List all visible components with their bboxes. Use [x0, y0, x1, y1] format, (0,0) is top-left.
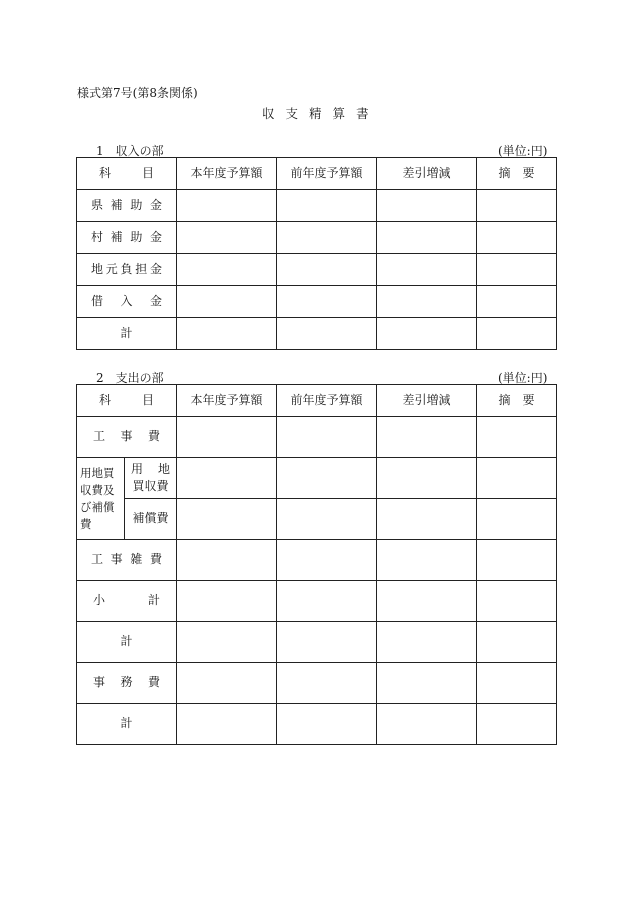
- table-row: [77, 540, 557, 581]
- table-row: [77, 318, 557, 350]
- row-label-construction-misc: 工 事 雑 費: [77, 540, 177, 581]
- cell-remarks[interactable]: [477, 254, 557, 286]
- cell-remarks[interactable]: [477, 458, 557, 499]
- cell-current[interactable]: [177, 254, 277, 286]
- header-remarks: 摘 要: [477, 158, 557, 190]
- cell-remarks[interactable]: [477, 222, 557, 254]
- cell-difference[interactable]: [377, 254, 477, 286]
- cell-current[interactable]: [177, 222, 277, 254]
- table-row: [77, 254, 557, 286]
- cell-previous[interactable]: [277, 417, 377, 458]
- cell-difference[interactable]: [377, 222, 477, 254]
- cell-remarks[interactable]: [477, 704, 557, 745]
- cell-current[interactable]: [177, 190, 277, 222]
- document-title: [262, 104, 380, 122]
- expense-unit: (単位:円): [498, 371, 548, 385]
- cell-current[interactable]: [177, 704, 277, 745]
- row-label-grand-total: 計: [77, 704, 177, 745]
- expense-heading: 2 支出の部: [96, 371, 164, 385]
- cell-current[interactable]: [177, 499, 277, 540]
- cell-difference[interactable]: [377, 286, 477, 318]
- cell-previous[interactable]: [277, 190, 377, 222]
- cell-current[interactable]: [177, 318, 277, 350]
- title-char: 支: [285, 106, 299, 121]
- title-char: 収: [262, 106, 275, 121]
- cell-previous[interactable]: [277, 318, 377, 350]
- cell-previous[interactable]: [277, 540, 377, 581]
- income-heading: 1 収入の部: [96, 144, 164, 158]
- cell-difference[interactable]: [377, 622, 477, 663]
- row-label-total: 計: [77, 622, 177, 663]
- cell-current[interactable]: [177, 286, 277, 318]
- header-difference: 差引増減: [377, 158, 477, 190]
- title-char: 書: [356, 106, 369, 121]
- table-row: [77, 417, 557, 458]
- cell-previous[interactable]: [277, 254, 377, 286]
- row-label-office: 事 務 費: [77, 663, 177, 704]
- row-label-village-subsidy: 村 補 助 金: [77, 222, 177, 254]
- cell-difference[interactable]: [377, 704, 477, 745]
- cell-difference[interactable]: [377, 581, 477, 622]
- income-table: [76, 157, 557, 350]
- cell-previous[interactable]: [277, 704, 377, 745]
- row-label-local-burden: 地 元 負 担 金: [77, 254, 177, 286]
- cell-remarks[interactable]: [477, 499, 557, 540]
- form-number: 様式第7号(第8条関係): [77, 86, 198, 100]
- cell-remarks[interactable]: [477, 318, 557, 350]
- cell-current[interactable]: [177, 540, 277, 581]
- cell-remarks[interactable]: [477, 190, 557, 222]
- row-label-land-group: 用地買収費及び補償費: [77, 458, 125, 540]
- table-row: [77, 704, 557, 745]
- row-label-land-purchase: 用 地 買収費: [125, 458, 177, 499]
- cell-previous[interactable]: [277, 581, 377, 622]
- cell-current[interactable]: [177, 663, 277, 704]
- header-difference: 差引増減: [377, 385, 477, 417]
- table-row: [77, 222, 557, 254]
- row-label-total: 計: [77, 318, 177, 350]
- expense-table: [76, 384, 557, 745]
- cell-previous[interactable]: [277, 222, 377, 254]
- header-subject: 科 目: [77, 385, 177, 417]
- cell-remarks[interactable]: [477, 622, 557, 663]
- income-unit: (単位:円): [498, 144, 548, 158]
- header-remarks: 摘 要: [477, 385, 557, 417]
- table-row: [77, 581, 557, 622]
- table-row: [77, 622, 557, 663]
- title-char: 算: [332, 106, 346, 121]
- cell-previous[interactable]: [277, 499, 377, 540]
- cell-previous[interactable]: [277, 458, 377, 499]
- row-label-loan: 借 入 金: [77, 286, 177, 318]
- row-label-compensation: 補償費: [125, 499, 177, 540]
- cell-current[interactable]: [177, 622, 277, 663]
- cell-remarks[interactable]: [477, 417, 557, 458]
- cell-previous[interactable]: [277, 663, 377, 704]
- table-row: [77, 286, 557, 318]
- cell-difference[interactable]: [377, 458, 477, 499]
- cell-difference[interactable]: [377, 318, 477, 350]
- cell-current[interactable]: [177, 417, 277, 458]
- table-row: [77, 190, 557, 222]
- cell-remarks[interactable]: [477, 540, 557, 581]
- header-subject: 科 目: [77, 158, 177, 190]
- row-label-prefectural-subsidy: 県 補 助 金: [77, 190, 177, 222]
- cell-current[interactable]: [177, 581, 277, 622]
- cell-previous[interactable]: [277, 622, 377, 663]
- row-label-construction: 工 事 費: [77, 417, 177, 458]
- table-row: [77, 499, 557, 540]
- cell-difference[interactable]: [377, 540, 477, 581]
- cell-current[interactable]: [177, 458, 277, 499]
- row-label-subtotal: 小 計: [77, 581, 177, 622]
- cell-remarks[interactable]: [477, 663, 557, 704]
- header-current-budget: 本年度予算額: [177, 385, 277, 417]
- cell-difference[interactable]: [377, 190, 477, 222]
- cell-difference[interactable]: [377, 663, 477, 704]
- cell-remarks[interactable]: [477, 286, 557, 318]
- cell-difference[interactable]: [377, 417, 477, 458]
- cell-previous[interactable]: [277, 286, 377, 318]
- table-row: [77, 663, 557, 704]
- header-current-budget: 本年度予算額: [177, 158, 277, 190]
- table-row: [77, 458, 557, 499]
- cell-difference[interactable]: [377, 499, 477, 540]
- header-previous-budget: 前年度予算額: [277, 158, 377, 190]
- title-char: 精: [309, 106, 322, 121]
- header-previous-budget: 前年度予算額: [277, 385, 377, 417]
- cell-remarks[interactable]: [477, 581, 557, 622]
